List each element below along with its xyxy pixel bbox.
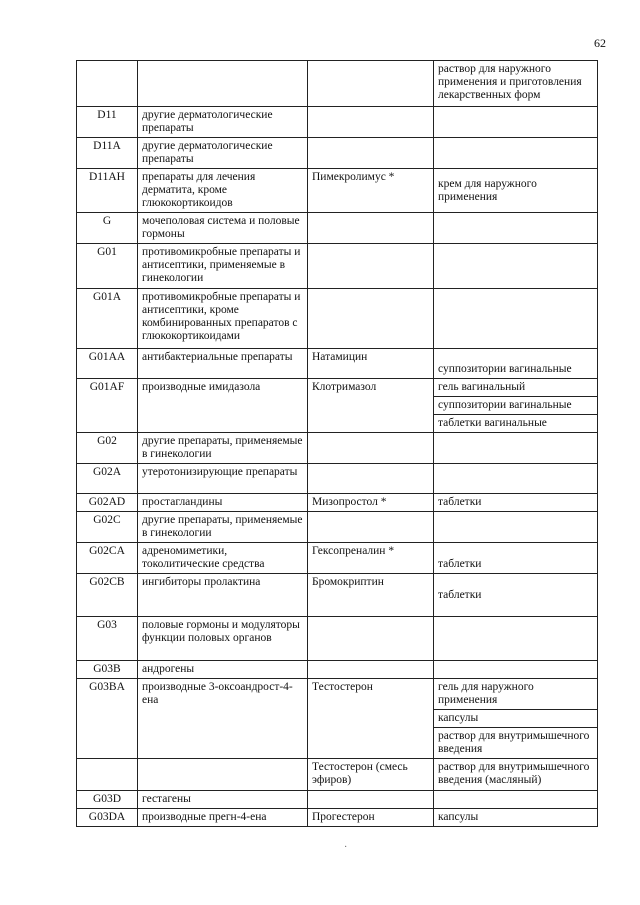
group-name-cell bbox=[138, 759, 308, 791]
dosage-form-item: таблетки bbox=[438, 558, 482, 570]
group-name-cell: половые гормоны и модуляторы функции половых органов bbox=[138, 617, 308, 661]
group-name-cell: другие дерматологические препараты bbox=[138, 107, 308, 138]
group-name-cell: препараты для лечения дерматита, кроме глюкокортикоидов bbox=[138, 169, 308, 213]
atc-code-cell: G03D bbox=[77, 791, 138, 809]
group-name-cell: другие препараты, применяемые в гинекологии bbox=[138, 512, 308, 543]
table-row bbox=[77, 661, 598, 679]
atc-code-cell: G01AF bbox=[77, 379, 138, 433]
table-row bbox=[77, 138, 598, 169]
group-name-cell: ингибиторы пролактина bbox=[138, 574, 308, 617]
dosage-form-cell bbox=[434, 543, 598, 574]
drug-name-cell: Гексопреналин * bbox=[308, 543, 434, 574]
group-name-cell: противомикробные препараты и антисептики, применяемые в гинекологии bbox=[138, 244, 308, 289]
dosage-form-item bbox=[434, 244, 597, 248]
table-row bbox=[77, 464, 598, 494]
group-name-cell: утеротонизирующие препараты bbox=[138, 464, 308, 494]
table-row bbox=[77, 107, 598, 138]
dosage-form-item: раствор для наружного применения и приготовления лекарственных форм bbox=[438, 63, 582, 101]
group-name-cell: простагландины bbox=[138, 494, 308, 512]
group-name-cell: противомикробные препараты и антисептики, кроме комбинированных препаратов с глюкокортикоидами bbox=[138, 289, 308, 349]
drug-name-cell: Пимекролимус * bbox=[308, 169, 434, 213]
dosage-form-item bbox=[434, 289, 597, 293]
dosage-form-item: таблетки bbox=[438, 496, 482, 508]
group-name-cell: производные прегн-4-ена bbox=[138, 809, 308, 827]
page-number: 62 bbox=[594, 36, 606, 50]
table-row bbox=[77, 61, 598, 107]
group-name-cell bbox=[138, 61, 308, 107]
dosage-form-cell bbox=[434, 574, 598, 617]
dosage-form-item bbox=[434, 213, 597, 217]
atc-code-cell: G01 bbox=[77, 244, 138, 289]
group-name-cell: производные 3-оксоандрост-4-ена bbox=[138, 679, 308, 759]
table-row bbox=[77, 809, 598, 827]
table-row bbox=[77, 617, 598, 661]
atc-code-cell: D11AH bbox=[77, 169, 138, 213]
atc-code-cell: G03DA bbox=[77, 809, 138, 827]
dosage-form-cell bbox=[434, 379, 598, 433]
group-name-cell: другие препараты, применяемые в гинекологии bbox=[138, 433, 308, 464]
group-name-cell: адреномиметики, токолитические средства bbox=[138, 543, 308, 574]
table-row bbox=[77, 244, 598, 289]
drug-name-cell: Тестостерон (смесь эфиров) bbox=[308, 759, 434, 791]
dosage-form-item: капсулы bbox=[434, 709, 597, 727]
dosage-form-item bbox=[434, 512, 597, 516]
dosage-form-cell bbox=[434, 791, 598, 809]
dosage-form-cell bbox=[434, 107, 598, 138]
page-mark: · bbox=[344, 842, 348, 853]
drug-name-cell bbox=[308, 617, 434, 661]
dosage-form-cell bbox=[434, 809, 598, 827]
drug-classification-table bbox=[76, 60, 598, 827]
drug-name-cell: Прогестерон bbox=[308, 809, 434, 827]
drug-name-cell bbox=[308, 791, 434, 809]
group-name-cell: гестагены bbox=[138, 791, 308, 809]
atc-code-cell: G01A bbox=[77, 289, 138, 349]
table-row bbox=[77, 543, 598, 574]
dosage-form-cell bbox=[434, 759, 598, 791]
dosage-form-item: капсулы bbox=[438, 811, 479, 823]
table-row bbox=[77, 791, 598, 809]
dosage-form-item: гель вагинальный bbox=[438, 381, 526, 393]
atc-code-cell: G03BA bbox=[77, 679, 138, 759]
group-name-cell: андрогены bbox=[138, 661, 308, 679]
group-name-cell: мочеполовая система и половые гормоны bbox=[138, 213, 308, 244]
drug-name-cell bbox=[308, 61, 434, 107]
atc-code-cell: G03B bbox=[77, 661, 138, 679]
atc-code-cell: D11A bbox=[77, 138, 138, 169]
dosage-form-cell bbox=[434, 617, 598, 661]
drug-name-cell: Клотримазол bbox=[308, 379, 434, 433]
dosage-form-cell bbox=[434, 213, 598, 244]
dosage-form-item: гель для наружного применения bbox=[438, 681, 534, 706]
dosage-form-item: раствор для внутримышечного введения (масляный) bbox=[438, 761, 590, 786]
dosage-form-cell bbox=[434, 61, 598, 107]
drug-name-cell: Мизопростол * bbox=[308, 494, 434, 512]
table-row bbox=[77, 169, 598, 213]
atc-code-cell: G02A bbox=[77, 464, 138, 494]
group-name-cell: другие дерматологические препараты bbox=[138, 138, 308, 169]
atc-code-cell: G01AA bbox=[77, 349, 138, 379]
table-row bbox=[77, 679, 598, 759]
dosage-form-item: раствор для внутримышечного введения bbox=[434, 727, 597, 758]
drug-name-cell bbox=[308, 244, 434, 289]
dosage-form-cell bbox=[434, 464, 598, 494]
dosage-form-cell bbox=[434, 433, 598, 464]
dosage-form-cell bbox=[434, 661, 598, 679]
table-row bbox=[77, 759, 598, 791]
dosage-form-item: таблетки bbox=[438, 588, 482, 601]
drug-name-cell bbox=[308, 464, 434, 494]
atc-code-cell: D11 bbox=[77, 107, 138, 138]
table-row bbox=[77, 379, 598, 433]
atc-code-cell: G02CB bbox=[77, 574, 138, 617]
table-row bbox=[77, 574, 598, 617]
drug-name-cell bbox=[308, 138, 434, 169]
dosage-form-item bbox=[434, 433, 597, 437]
table-row bbox=[77, 349, 598, 379]
group-name-cell: производные имидазола bbox=[138, 379, 308, 433]
dosage-form-item bbox=[434, 138, 597, 142]
dosage-form-cell bbox=[434, 169, 598, 213]
dosage-form-item: крем для наружного применения bbox=[438, 177, 537, 203]
dosage-form-item bbox=[434, 107, 597, 111]
dosage-form-item: таблетки вагинальные bbox=[434, 414, 597, 432]
dosage-form-cell bbox=[434, 494, 598, 512]
dosage-form-cell bbox=[434, 289, 598, 349]
dosage-form-cell bbox=[434, 244, 598, 289]
drug-name-cell bbox=[308, 433, 434, 464]
atc-code-cell: G02 bbox=[77, 433, 138, 464]
dosage-form-cell bbox=[434, 349, 598, 379]
atc-code-cell: G02CA bbox=[77, 543, 138, 574]
dosage-form-item bbox=[434, 617, 597, 621]
atc-code-cell: G03 bbox=[77, 617, 138, 661]
table-row bbox=[77, 289, 598, 349]
drug-name-cell bbox=[308, 661, 434, 679]
atc-code-cell bbox=[77, 759, 138, 791]
drug-name-cell bbox=[308, 289, 434, 349]
dosage-form-cell bbox=[434, 679, 598, 759]
dosage-form-item bbox=[434, 661, 597, 665]
drug-name-cell bbox=[308, 213, 434, 244]
dosage-form-item bbox=[434, 464, 597, 468]
dosage-form-item bbox=[434, 791, 597, 795]
table-row bbox=[77, 433, 598, 464]
atc-code-cell: G bbox=[77, 213, 138, 244]
atc-code-cell bbox=[77, 61, 138, 107]
drug-name-cell bbox=[308, 107, 434, 138]
dosage-form-cell bbox=[434, 512, 598, 543]
drug-name-cell: Тестостерон bbox=[308, 679, 434, 759]
drug-name-cell: Натамицин bbox=[308, 349, 434, 379]
atc-code-cell: G02C bbox=[77, 512, 138, 543]
group-name-cell: антибактериальные препараты bbox=[138, 349, 308, 379]
drug-name-cell bbox=[308, 512, 434, 543]
table-row bbox=[77, 213, 598, 244]
dosage-form-item: суппозитории вагинальные bbox=[438, 363, 572, 375]
dosage-form-cell bbox=[434, 138, 598, 169]
table-row bbox=[77, 494, 598, 512]
drug-name-cell: Бромокриптин bbox=[308, 574, 434, 617]
dosage-form-item: суппозитории вагинальные bbox=[434, 396, 597, 414]
atc-code-cell: G02AD bbox=[77, 494, 138, 512]
table-row bbox=[77, 512, 598, 543]
